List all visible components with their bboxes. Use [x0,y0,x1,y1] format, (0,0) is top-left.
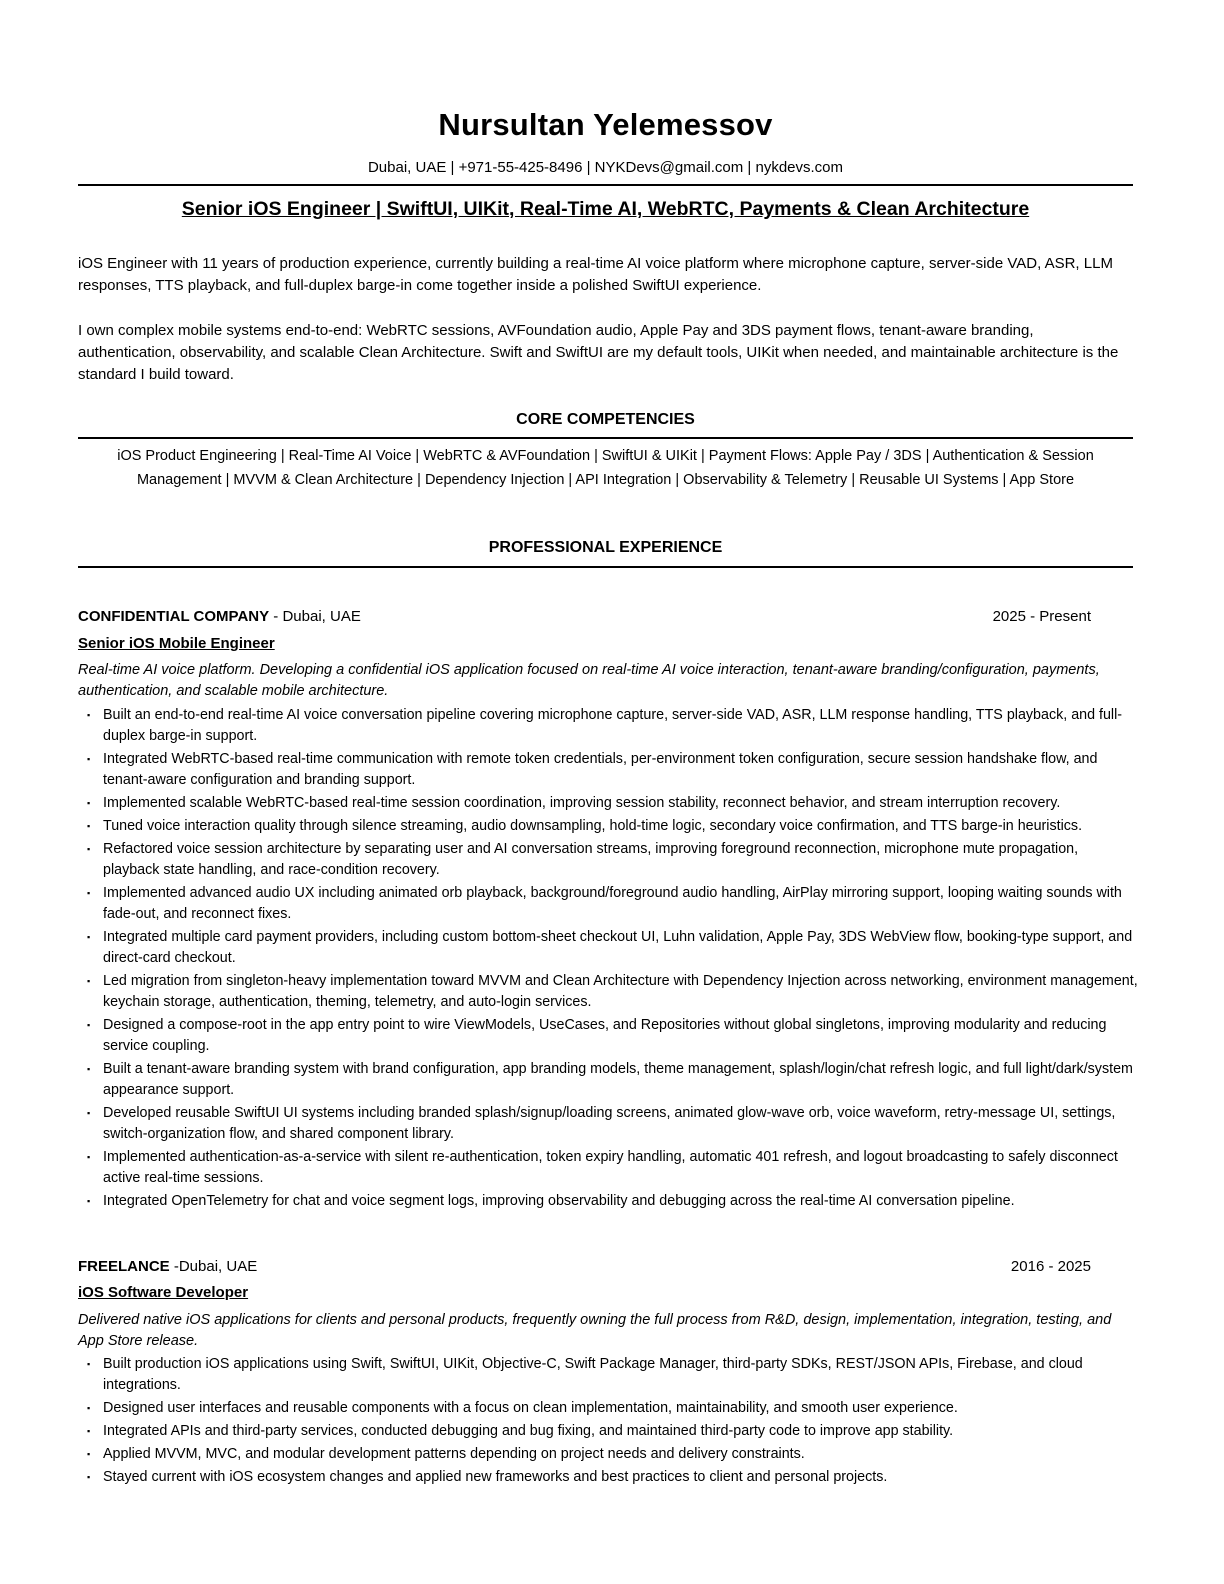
job-bullet [78,1147,1138,1189]
job-bullet-text: Applied MVVM, MVC, and modular development patterns depending on project needs and delivery constraints. [103,1446,805,1462]
job-description: Delivered native iOS applications for clients and personal products, frequently owning the full process from R&D, design, implementation, integration, testing, and App Store release. [78,1312,1112,1349]
job-bullet-text: Integrated APIs and third-party services, conducted debugging and bug fixing, and maintained third-party code to improve app stability. [103,1423,954,1439]
company-location: -Dubai, UAE [169,1258,258,1275]
bullet-marker-icon: ▪ [87,1359,91,1369]
job-title: Senior iOS Mobile Engineer [78,635,275,652]
job-bullet-text: Integrated WebRTC-based real-time communication with remote token credentials, per-environment token configuration, secure session handshake flow, and tenant-aware configuration and branding support. [103,751,1098,788]
job-bullet-text: Integrated multiple card payment providers, including custom bottom-sheet checkout UI, Luhn validation, Apple Pay, 3DS WebView flow, booking-type support, and direct-card checkout. [103,929,1133,966]
bullet-marker-icon: ▪ [87,821,91,831]
job-bullet-text: Designed a compose-root in the app entry point to wire ViewModels, UseCases, and Repositories without global singletons, improving modularity and reducing service coupling. [103,1017,1107,1054]
job-bullet-text: Built production iOS applications using Swift, SwiftUI, UIKit, Objective-C, Swift Package Manager, third-party SDKs, REST/JSON APIs, Firebase, and cloud integrations. [103,1356,1083,1393]
header-divider [78,184,1133,186]
job-dates: 2016 - 2025 [1010,1258,1091,1275]
company-location: - Dubai, UAE [269,608,361,625]
bullet-marker-icon: ▪ [87,932,91,942]
bullet-marker-icon: ▪ [87,754,91,764]
bullet-marker-icon: ▪ [87,1196,91,1206]
job-bullet-text: Implemented authentication-as-a-service with silent re-authentication, token expiry handling, automatic 401 refresh, and logout broadcasting to safely disconnect active real-time sessions. [103,1149,1118,1186]
bullet-marker-icon: ▪ [87,798,91,808]
job-bullet [78,1421,1138,1442]
job-bullet-text: Tuned voice interaction quality through silence streaming, audio downsampling, hold-time logic, secondary voice confirmation, and TTS barge-in heuristics. [103,818,1083,834]
bullet-marker-icon: ▪ [87,710,91,720]
job-dates: 2025 - Present [992,608,1091,625]
job-bullet-text: Implemented scalable WebRTC-based real-time session coordination, improving session stability, reconnect behavior, and stream interruption recovery. [103,795,1061,811]
bullet-marker-icon: ▪ [87,1472,91,1482]
job-bullet-text: Stayed current with iOS ecosystem changes and applied new frameworks and best practices to client and personal projects. [103,1469,888,1485]
core-competencies-divider [78,437,1133,439]
job-bullet-text: Refactored voice session architecture by separating user and AI conversation streams, improving foreground reconnection, microphone mute propagation, playback state handling, and race-condition recovery. [103,841,1079,878]
bullet-marker-icon: ▪ [87,1426,91,1436]
job-bullet [78,971,1138,1013]
company-name: CONFIDENTIAL COMPANY [78,608,270,625]
job-header [78,608,1133,630]
core-competencies-heading: CORE COMPETENCIES [516,411,695,428]
job-bullet-text: Built an end-to-end real-time AI voice conversation pipeline covering microphone capture, server-side VAD, ASR, LLM response handling, TTS playback, and full-duplex barge-in support. [103,707,1123,744]
bullet-marker-icon: ▪ [87,888,91,898]
bullet-marker-icon: ▪ [87,844,91,854]
summary-paragraph-1: iOS Engineer with 11 years of production experience, currently building a real-time AI voice platform where microphone capture, server-side VAD, ASR, LLM responses, TTS playback, and full-duplex barge-in come together inside a polished SwiftUI experience. [78,255,1113,294]
job-bullet [78,1191,1138,1212]
bullet-marker-icon: ▪ [87,1108,91,1118]
core-competencies-list: iOS Product Engineering | Real-Time AI Voice | WebRTC & AVFoundation | SwiftUI & UIKit | Payment Flows: Apple Pay / 3DS | Authentication & Session Management | MVVM & Clean Architecture | Dependency Injection | API Integration | Observability & Telemetry | Reusable UI Systems | App Store [117,448,1094,488]
job-bullet [78,1444,1138,1465]
bullet-marker-icon: ▪ [87,1064,91,1074]
bullet-marker-icon: ▪ [87,976,91,986]
bullet-marker-icon: ▪ [87,1152,91,1162]
job-bullet-text: Built a tenant-aware branding system with brand configuration, app branding models, theme management, splash/login/chat refresh logic, and full light/dark/system appearance support. [103,1061,1133,1098]
job-bullet [78,1059,1138,1101]
job-bullet-list [78,1354,1138,1490]
job-bullet [78,927,1138,969]
job-bullet-text: Implemented advanced audio UX including animated orb playback, background/foreground audio handling, AirPlay mirroring support, looping waiting sounds with fade-out, and reconnect fixes. [103,885,1122,922]
job-description: Real-time AI voice platform. Developing a confidential iOS application focused on real-time AI voice interaction, tenant-aware branding/configuration, payments, authentication, and scalable mobile architecture. [78,662,1100,699]
job-bullet [78,1354,1138,1396]
job-bullet [78,883,1138,925]
job-bullet [78,1398,1138,1419]
job-bullet [78,1103,1138,1145]
job-bullet [78,816,1138,837]
professional-headline: Senior iOS Engineer | SwiftUI, UIKit, Real-Time AI, WebRTC, Payments & Clean Architecture [181,198,1030,220]
job-title: iOS Software Developer [78,1284,249,1301]
company-name: FREELANCE [78,1258,170,1275]
contact-line: Dubai, UAE | +971-55-425-8496 | NYKDevs@gmail.com | nykdevs.com [367,159,844,176]
professional-experience-heading: PROFESSIONAL EXPERIENCE [488,539,723,556]
bullet-marker-icon: ▪ [87,1020,91,1030]
job-bullet [78,793,1138,814]
summary-paragraph-2: I own complex mobile systems end-to-end: WebRTC sessions, AVFoundation audio, Apple Pay and 3DS payment flows, tenant-aware branding, authentication, observability, and scalable Clean Architecture. Swift and SwiftUI are my default tools, UIKit when needed, and maintainable architecture is the standard I build toward. [78,322,1119,383]
job-bullet [78,1015,1138,1057]
job-bullet-text: Led migration from singleton-heavy implementation toward MVVM and Clean Architecture with Dependency Injection across networking, environment management, keychain storage, authentication, theming, telemetry, and auto-login services. [103,973,1138,1010]
job-bullet-text: Designed user interfaces and reusable components with a focus on clean implementation, maintainability, and smooth user experience. [103,1400,958,1416]
bullet-marker-icon: ▪ [87,1449,91,1459]
job-bullet [78,1467,1138,1488]
bullet-marker-icon: ▪ [87,1403,91,1413]
job-bullet-list [78,705,1138,1214]
experience-divider [78,566,1133,568]
job-bullet-text: Developed reusable SwiftUI UI systems including branded splash/signup/loading screens, animated glow-wave orb, voice waveform, retry-message UI, settings, switch-organization flow, and shared component library. [103,1105,1116,1142]
job-bullet [78,749,1138,791]
job-header [78,1258,1133,1280]
job-bullet-text: Integrated OpenTelemetry for chat and voice segment logs, improving observability and debugging across the real-time AI conversation pipeline. [103,1193,1015,1209]
job-bullet [78,839,1138,881]
candidate-name: Nursultan Yelemessov [438,107,773,142]
job-bullet [78,705,1138,747]
